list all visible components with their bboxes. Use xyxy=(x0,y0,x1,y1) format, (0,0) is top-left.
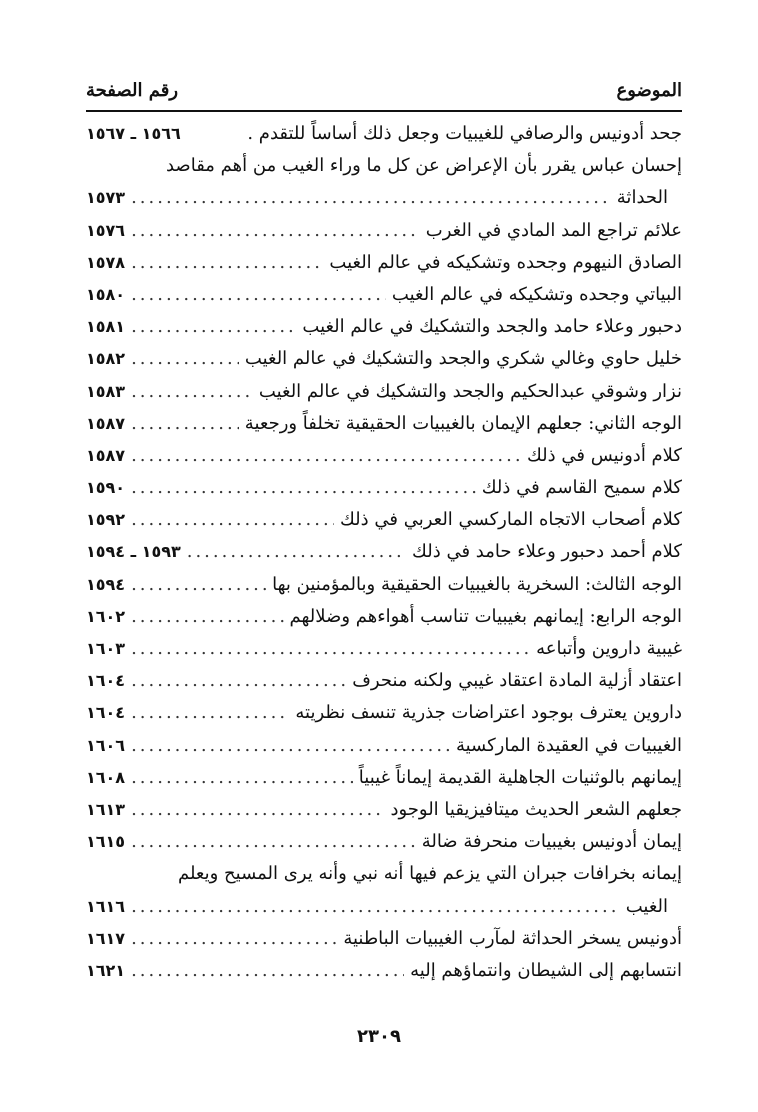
entry-title: نزار وشوقي عبدالحكيم والجحد والتشكيك في عالم الغيب xyxy=(258,380,682,402)
entry-title: إحسان عباس يقرر بأن الإعراض عن كل ما وراء الغيب من أهم مقاصد xyxy=(165,155,682,177)
entry-page: ١٦١٣ xyxy=(86,799,126,819)
toc-entry xyxy=(86,858,682,890)
entry-title: كلام أحمد دحبور وعلاء حامد في ذلك xyxy=(412,541,682,563)
toc-entry xyxy=(86,150,682,182)
toc-entry xyxy=(86,730,682,762)
leader-dots xyxy=(131,730,450,762)
entry-title: أدونيس يسخر الحداثة لمآرب الغيبيات الباطنية xyxy=(343,927,682,949)
toc-entry xyxy=(86,697,682,729)
toc-entry xyxy=(86,633,682,665)
toc-entry xyxy=(86,440,682,472)
entry-page: ١٦١٥ xyxy=(86,832,126,852)
entry-page: ١٦١٦ xyxy=(86,896,126,916)
entry-page: ١٥٧٣ xyxy=(86,188,126,208)
entry-page: ١٥٩٠ xyxy=(86,478,126,498)
entry-page: ١٥٨٠ xyxy=(86,284,126,304)
leader-dots xyxy=(131,182,611,214)
toc-entry xyxy=(86,504,682,536)
entry-page: ١٥٨١ xyxy=(86,317,126,337)
leader-dots xyxy=(131,504,334,536)
toc-entry xyxy=(86,794,682,826)
leader-dots xyxy=(131,665,346,697)
entry-page: ١٦٢١ xyxy=(86,960,126,980)
leader-dots xyxy=(131,955,404,987)
entry-title: جعلهم الشعر الحديث ميتافيزيقيا الوجود xyxy=(390,798,682,820)
entry-title: غيبية داروين وأتباعه xyxy=(536,638,682,659)
entry-title: إيمان أدونيس بغيبيات منحرفة ضالة xyxy=(421,831,682,853)
leader-dots xyxy=(131,697,289,729)
toc-entry xyxy=(86,215,682,247)
entry-title: إيمانه بخرافات جبران التي يزعم فيها أنه نبي وأنه يرى المسيح ويعلم xyxy=(177,863,682,885)
entry-title: الوجه الثاني: جعلهم الإيمان بالغيبيات الحقيقية تخلفاً ورجعية xyxy=(244,412,682,434)
toc-header xyxy=(86,70,682,110)
entry-title: كلام أدونيس في ذلك xyxy=(527,444,682,466)
entry-title: البياتي وجحده وتشكيكه في عالم الغيب xyxy=(391,283,682,305)
page-column-label: رقم الصفحة xyxy=(86,79,179,101)
entry-title: انتسابهم إلى الشيطان وانتماؤهم إليه xyxy=(410,959,682,981)
entry-page: ١٥٨٧ xyxy=(86,445,126,465)
topic-column-label: الموضوع xyxy=(616,79,682,101)
toc-entry xyxy=(86,279,682,311)
entry-page: ١٦٠٦ xyxy=(86,735,126,755)
entry-page: ١٥٨٣ xyxy=(86,381,126,401)
leader-dots xyxy=(131,311,296,343)
entry-title: إيمانهم بالوثنيات الجاهلية القديمة إيماناً غيبياً xyxy=(358,766,682,788)
leader-dots xyxy=(131,215,420,247)
entry-title: الوجه الرابع: إيمانهم بغيبيات تناسب أهواءهم وضلالهم xyxy=(289,605,682,627)
entry-title: كلام سميح القاسم في ذلك xyxy=(481,477,682,499)
leader-dots xyxy=(131,794,384,826)
toc-entry xyxy=(86,601,682,633)
leader-dots xyxy=(131,247,323,279)
toc-entry xyxy=(86,343,682,375)
toc-entry xyxy=(86,472,682,504)
entry-title: الحداثة xyxy=(616,187,668,209)
toc-entry xyxy=(86,955,682,987)
entry-page: ١٦١٧ xyxy=(86,928,126,948)
entry-page: ١٥٧٦ xyxy=(86,220,126,240)
toc-entry xyxy=(86,762,682,794)
toc-entry xyxy=(86,569,682,601)
entry-page: ١٥٧٨ xyxy=(86,252,126,272)
entry-page: ١٦٠٤ xyxy=(86,703,126,723)
entry-title: الوجه الثالث: السخرية بالغيبيات الحقيقية وبالمؤمنين بها xyxy=(272,573,682,595)
entry-page: ١٥٩٢ xyxy=(86,510,126,530)
entry-title: كلام أصحاب الاتجاه الماركسي العربي في ذلك xyxy=(339,509,682,531)
entry-title: جحد أدونيس والرصافي للغيبيات وجعل ذلك أساساً للتقدم . xyxy=(247,123,682,144)
leader-dots xyxy=(131,376,253,408)
leader-dots xyxy=(131,601,283,633)
toc-entry xyxy=(86,118,682,150)
toc-entry xyxy=(86,311,682,343)
entry-title: اعتقاد أزلية المادة اعتقاد غيبي ولكنه منحرف xyxy=(352,670,682,692)
toc-entry xyxy=(86,247,682,279)
entry-title: خليل حاوي وغالي شكري والجحد والتشكيك في عالم الغيب xyxy=(244,348,682,370)
entry-title: الصادق النيهوم وجحده وتشكيكه في عالم الغيب xyxy=(329,251,682,273)
leader-dots xyxy=(131,569,266,601)
toc-entries xyxy=(86,118,682,987)
entry-title: دحبور وعلاء حامد والجحد والتشكيك في عالم الغيب xyxy=(302,316,682,338)
toc-entry xyxy=(86,923,682,955)
toc-entry xyxy=(86,182,682,214)
entry-page: ١٦٠٢ xyxy=(86,606,126,626)
toc-entry xyxy=(86,376,682,408)
leader-dots xyxy=(131,279,386,311)
header-divider xyxy=(86,110,682,112)
entry-page: ١٦٠٣ xyxy=(86,639,126,658)
leader-dots xyxy=(131,343,239,375)
entry-page: ١٥٩٣ ـ ١٥٩٤ xyxy=(86,542,181,562)
toc-entry xyxy=(86,665,682,697)
leader-dots xyxy=(131,408,239,440)
entry-title: الغيبيات في العقيدة الماركسية xyxy=(455,734,682,756)
leader-dots xyxy=(131,472,476,504)
entry-title: الغيب xyxy=(625,895,668,917)
entry-page: ١٥٩٤ xyxy=(86,574,126,594)
entry-page: ١٦٠٤ xyxy=(86,671,126,691)
toc-entry xyxy=(86,536,682,568)
leader-dots xyxy=(131,891,620,923)
entry-page: ١٥٦٦ ـ ١٥٦٧ xyxy=(86,124,181,143)
entry-title: داروين يعترف بوجود اعتراضات جذرية تنسف نظريته xyxy=(295,702,682,724)
page-number: ٢٣٠٩ xyxy=(357,1026,401,1047)
leader-dots xyxy=(131,440,521,472)
leader-dots xyxy=(187,536,406,568)
leader-dots xyxy=(131,762,353,794)
leader-dots xyxy=(131,923,337,955)
entry-page: ١٥٨٢ xyxy=(86,349,126,369)
leader-dots xyxy=(131,633,530,665)
entry-page: ١٦٠٨ xyxy=(86,767,126,787)
toc-entry xyxy=(86,408,682,440)
leader-dots xyxy=(131,826,416,858)
toc-entry xyxy=(86,891,682,923)
entry-title: علائم تراجع المد المادي في الغرب xyxy=(425,219,682,241)
toc-entry xyxy=(86,826,682,858)
entry-page: ١٥٨٧ xyxy=(86,413,126,433)
